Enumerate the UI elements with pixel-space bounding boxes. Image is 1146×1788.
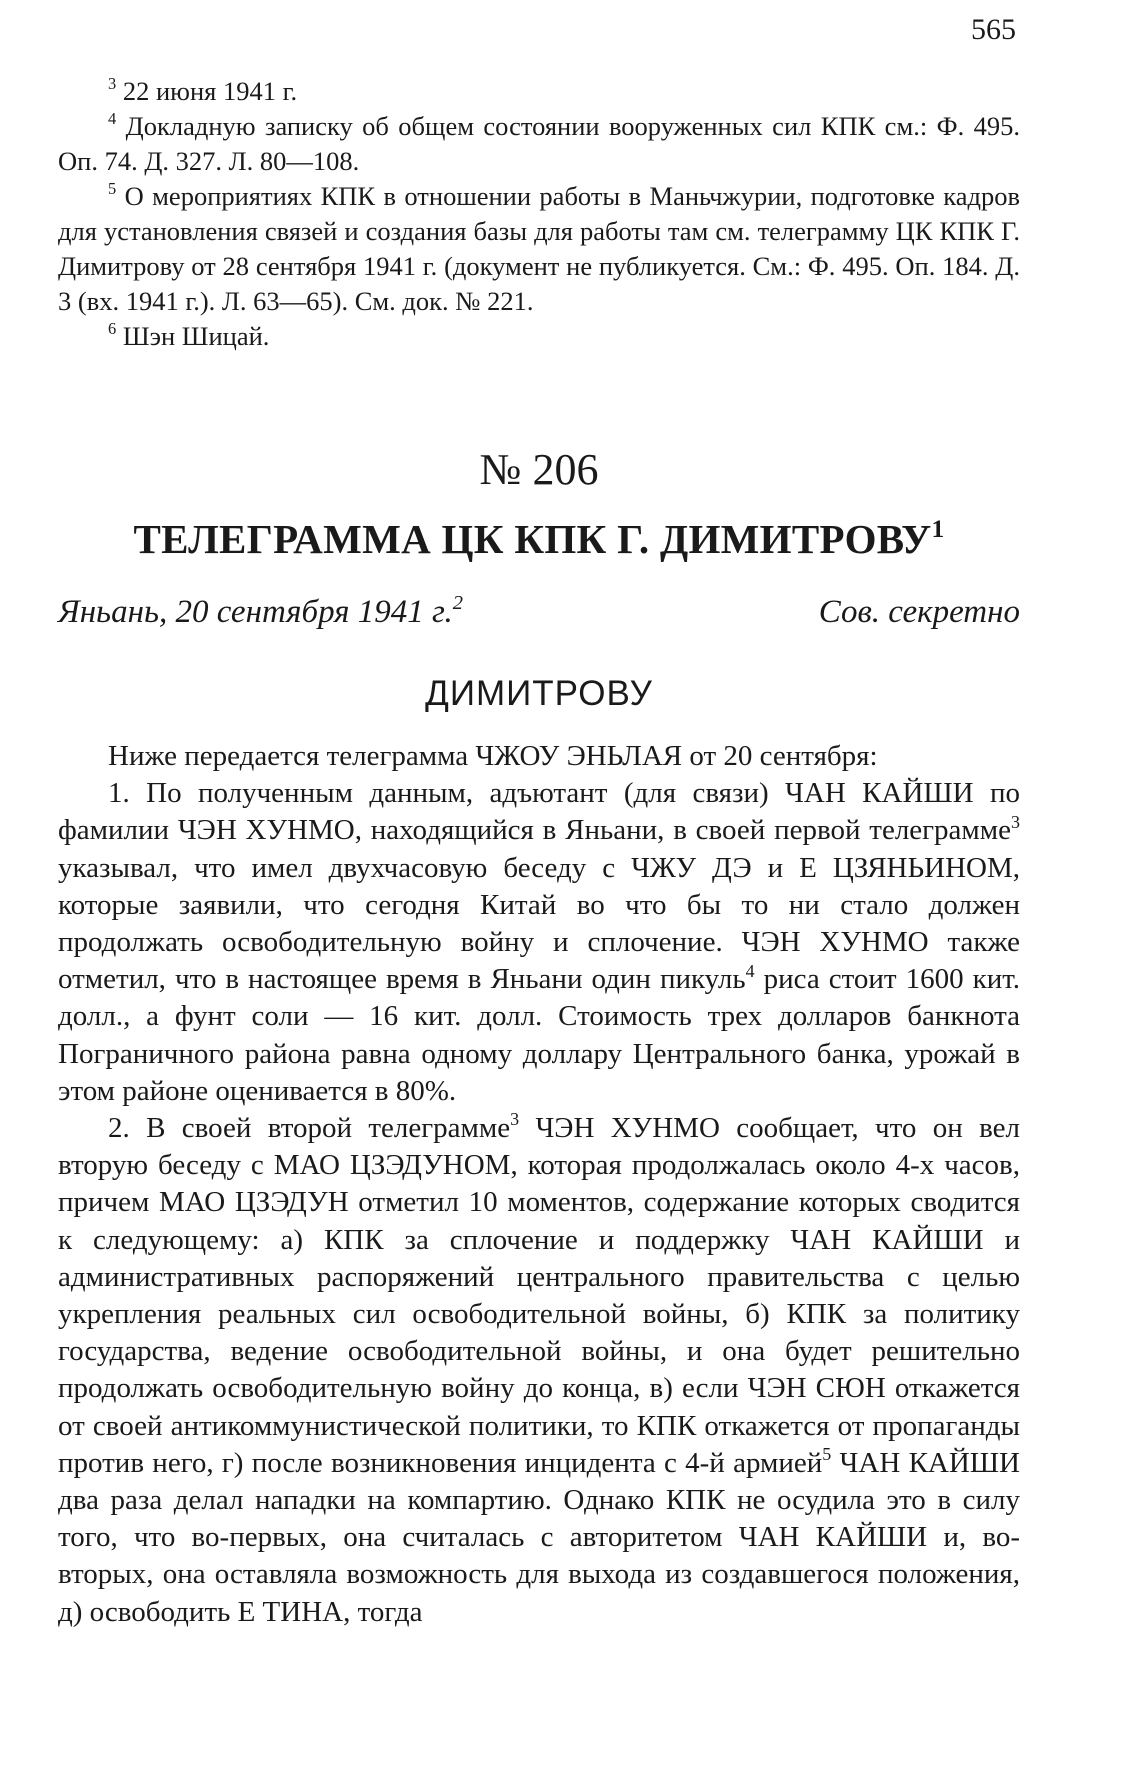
footnote-mark: 5 [108,179,117,199]
footnote-mark: 3 [1011,811,1020,832]
footnote [58,109,1020,179]
paragraph-text: ЧЭН ХУНМО сообщает, что он вел вторую беседу с МАО ЦЗЭДУНОМ, которая продолжалась около 4-х часов, причем МАО ЦЗЭДУН отметил 10 моментов, содержание которых сводится к следующему: а) КПК за сплочение и поддержку ЧАН КАЙШИ и административных распоряжений центрального правительства с целью укрепления реальных сил освободительной войны, б) КПК за политику государства, ведение освободительной войны, и она будет решительно продолжать освободительную войну до конца, в) если ЧЭН СЮН откажется от своей антикоммунистической политики, то КПК откажется от пропаганды против него, г) после возникновения инцидента с 4-й армией [58,1112,1020,1479]
footnote-mark: 5 [822,1444,832,1465]
footnote-mark: 6 [108,319,117,339]
body-paragraph: Ниже передается телеграмма ЧЖОУ ЭНЬЛАЯ от 20 сентября: [108,740,878,772]
addressee: ДИМИТРОВУ [425,674,653,713]
document-body [58,738,1020,1631]
footnote-text: Шэн Шицай. [116,321,270,351]
footnote-text: О мероприятиях КПК в отношении работы в Маньчжурии, подготовке кадров для установления связей и создания базы для работы там см. телеграмму ЦК КПК Г. Димитрову от 28 сентября 1941 г. (документ не публикуется. См.: Ф. 495. Оп. 184. Д. 3 (вх. 1941 г.). Л. 63—65). См. док. № 221. [58,181,1020,316]
footnote-mark: 4 [745,960,755,981]
footnote [58,179,1020,319]
document-title [58,514,1020,564]
footnotes-section [58,74,1020,354]
footnote [58,74,1020,109]
document-title-text: ТЕЛЕГРАММА ЦК КПК Г. ДИМИТРОВУ [133,516,932,562]
body-paragraph [58,1110,1020,1631]
footnote-mark: 1 [931,515,945,544]
footnote [58,319,1020,354]
paragraph-text: риса стоит 1600 кит. долл., а фунт соли — 16 кит. долл. Стоимость трех долларов банкнота Пограничного района равна одному доллару Центрального банка, урожай в этом районе оценивается в 80%. [58,963,1020,1107]
paragraph-text: указывал, что имел двухчасовую беседу с ЧЖУ ДЭ и Е ЦЗЯНЬИНОМ, которые заявили, что сегодня Китай во что бы то ни стало должен продолжать освободительную войну и сплочение. ЧЭН ХУНМО также отметил, что в настоящее время в Яньани один пикуль [58,851,1020,996]
footnote-mark: 3 [108,74,117,94]
place-date-text: Яньань, 20 сентября 1941 г. [58,594,453,630]
body-paragraph [58,775,1020,1110]
footnote-mark: 3 [510,1109,520,1130]
footnote-mark: 4 [108,109,117,129]
place-date [58,592,463,632]
classification-label: Сов. секретно [818,594,1020,630]
paragraph-text: ЧАН КАЙШИ два раза делал нападки на компартию. Однако КПК не осудила это в силу того, что во-первых, она считалась с авторитетом ЧАН КАЙШИ и, во-вторых, она оставляла возможность для выхода из создавшегося положения, д) освободить Е ТИНА, тогда [58,1446,1020,1628]
document-number: № 206 [479,445,599,494]
footnote-text: 22 июня 1941 г. [116,76,298,106]
paragraph-text: 1. По полученным данным, адъютант (для связи) ЧАН КАЙШИ по фамилии ЧЭН ХУНМО, находящийся в Яньани, в своей первой телеграмме [58,777,1020,847]
paragraph-text: 2. В своей второй телеграмме [108,1112,511,1145]
footnote-text: Докладную записку об общем состоянии вооруженных сил КПК см.: Ф. 495. Оп. 74. Д. 327. Л. 80—108. [58,111,1020,176]
footnote-mark: 2 [452,591,463,614]
book-page [58,0,1020,1788]
page-number: 565 [971,13,1016,46]
